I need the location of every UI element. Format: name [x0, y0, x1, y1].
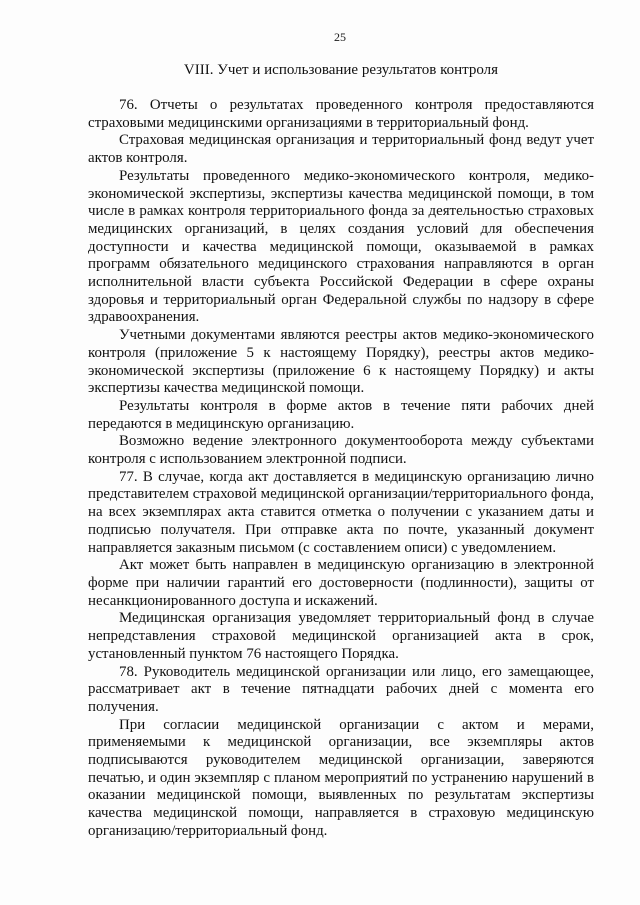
paragraph-accounting-documents: Учетными документами являются реестры актов медико-экономического контроля (приложение 5 к настоящему Порядку), реестры актов медико-экономической экспертизы (приложение 6 к настоящему Порядку) и акты экспертизы качества медицинской помощи.	[88, 327, 594, 397]
paragraph-electronic-act: Акт может быть направлен в медицинскую организацию в электронной форме при наличии гарантий его достоверности (подлинности), защиты от несанкционированного доступа и искажений.	[88, 557, 594, 609]
paragraph-acts-transfer: Результаты контроля в форме актов в течение пяти рабочих дней передаются в медицинскую организацию.	[88, 397, 594, 432]
paragraph-77-delivery: 77. В случае, когда акт доставляется в медицинскую организацию лично представителем страховой медицинской организации/территориального фонда, на всех экземплярах акта ставится отметка о получении с указанием даты и подписью получателя. При отправке акта по почте, указанный документ направляется заказным письмом (с составлением описи) с уведомлением.	[88, 468, 594, 556]
paragraph-electronic-workflow: Возможно ведение электронного документооборота между субъектами контроля с использованием электронной подписи.	[88, 433, 594, 468]
paragraph-notification: Медицинская организация уведомляет территориальный фонд в случае непредставления страховой медицинской организацией акта в срок, установленный пунктом 76 настоящего Порядка.	[88, 610, 594, 662]
paragraph-76-reports: 76. Отчеты о результатах проведенного контроля предоставляются страховыми медицинскими организациями в территориальный фонд.	[88, 97, 594, 131]
paragraph-agreement: При согласии медицинской организации с актом и мерами, применяемыми к медицинской организации, все экземпляры актов подписываются руководителем медицинской организации, заверяются печатью, и один экземпляр с планом мероприятий по устранению нарушений в оказании медицинской помощи, выявленных по результатам экспертизы качества медицинской помощи, направляется в страховую медицинскую организацию/территориальный фонд.	[88, 716, 594, 839]
paragraph-78-review: 78. Руководитель медицинской организации или лицо, его замещающее, рассматривает акт в течение пятнадцати рабочих дней с момента его получения.	[88, 663, 594, 715]
page-number: 25	[334, 30, 346, 44]
paragraph-acts-accounting: Страховая медицинская организация и территориальный фонд ведут учет актов контроля.	[88, 132, 594, 167]
paragraph-control-results: Результаты проведенного медико-экономического контроля, медико-экономической экспертизы, экспертизы качества медицинской помощи, в том числе в рамках контроля территориального фонда за деятельностью страховых медицинских организаций, в целях создания условий для обеспечения доступности и качества медицинской помощи, оказываемой в рамках программ обязательного медицинского страхования направляются в орган исполнительной власти субъекта Российской Федерации в сфере охраны здоровья и территориальный орган Федеральной службы по надзору в сфере здравоохранения.	[88, 167, 594, 326]
section-heading: VIII. Учет и использование результатов контроля	[183, 62, 499, 78]
document-body	[88, 97, 594, 841]
